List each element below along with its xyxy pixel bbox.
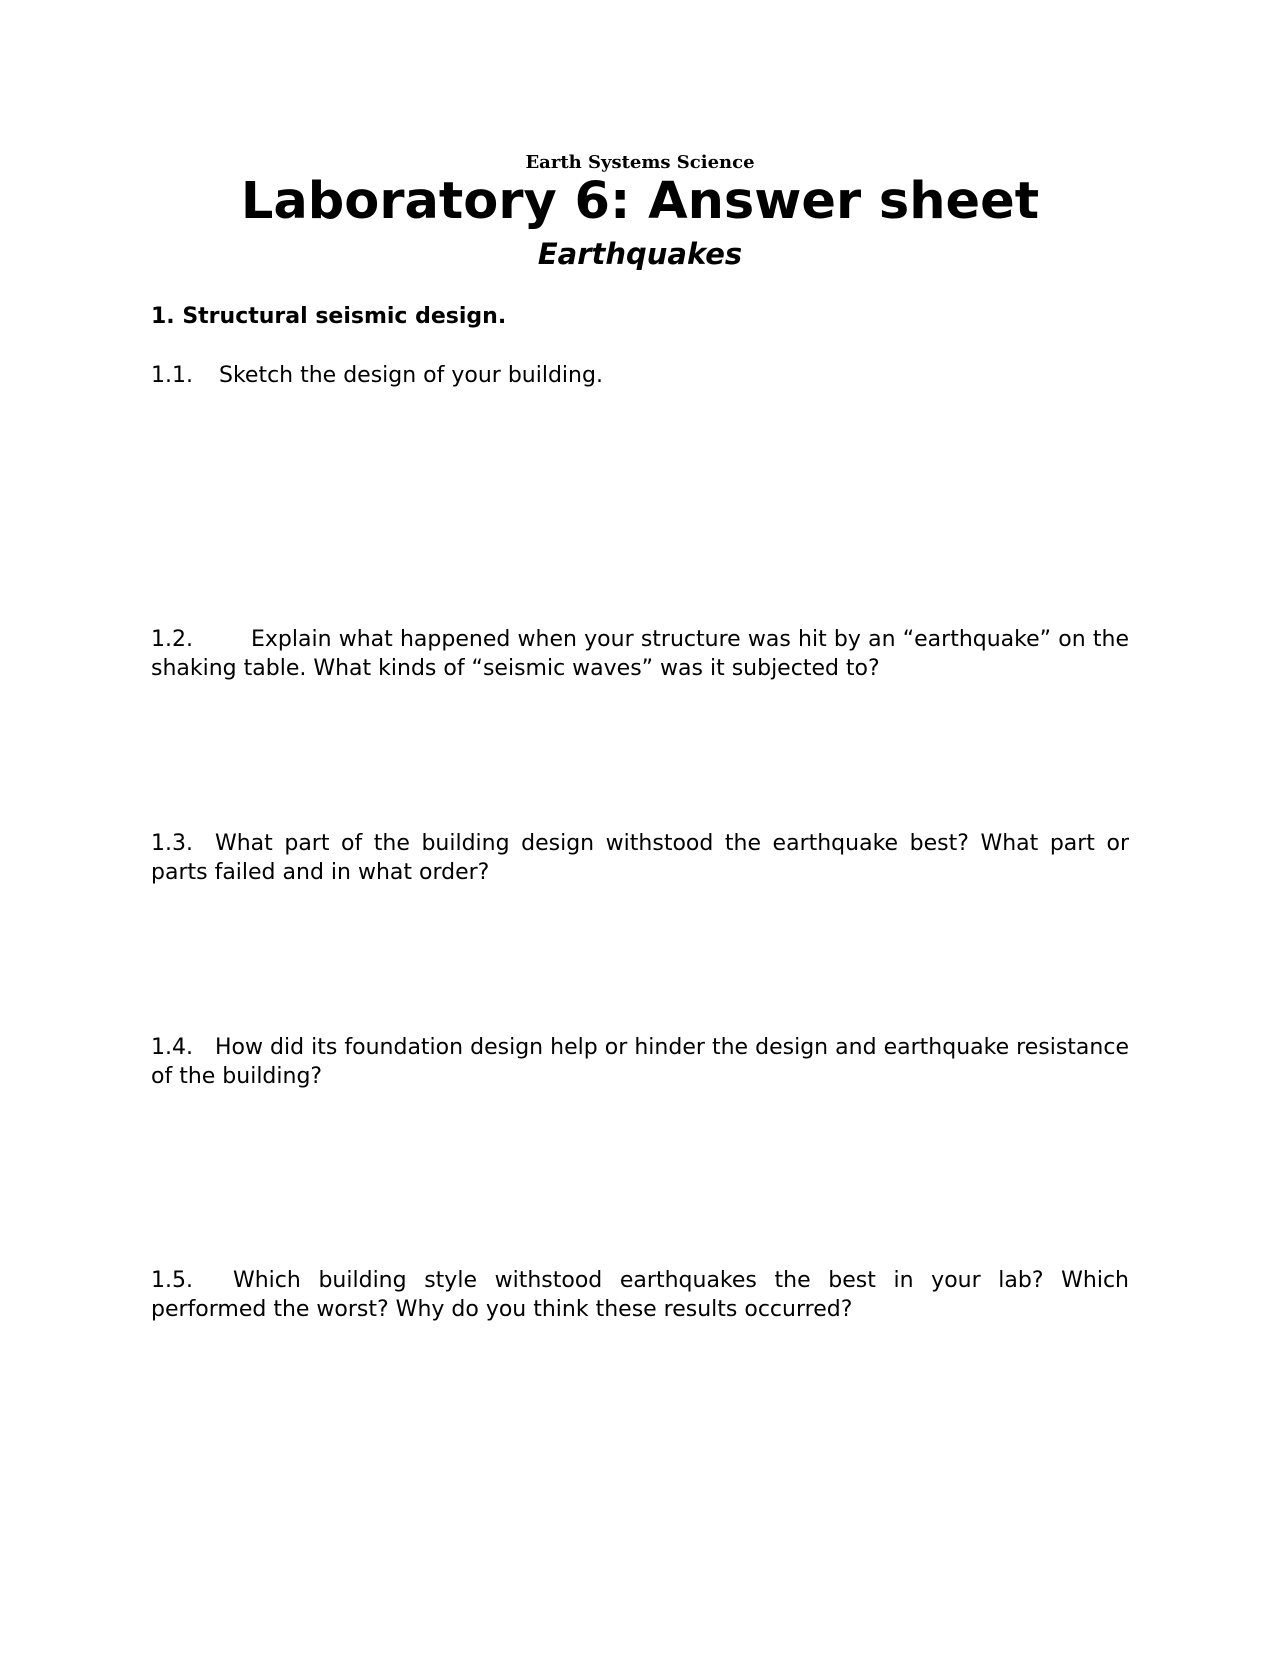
question-1-3 xyxy=(151,829,1129,887)
course-name: Earth Systems Science xyxy=(525,152,755,173)
question-text: Which building style withstood earthquakes the best in your lab? Which performed the worst? Why do you think these results occurred? xyxy=(151,1268,1129,1322)
question-text: What part of the building design withstood the earthquake best? What part or parts failed and in what order? xyxy=(151,831,1129,885)
question-number: 1.2. xyxy=(151,627,193,652)
page-title: Laboratory 6: Answer sheet xyxy=(240,172,1040,231)
question-text: Explain what happened when your structure was hit by an “earthquake” on the shaking table. What kinds of “seismic waves” was it subjected to? xyxy=(151,627,1129,681)
answer-space-1-5[interactable] xyxy=(151,1330,1129,1590)
question-1-5 xyxy=(151,1266,1129,1324)
answer-space-1-1[interactable] xyxy=(151,395,1129,620)
answer-space-1-3[interactable] xyxy=(151,892,1129,1032)
question-1-2 xyxy=(151,625,1129,683)
answer-space-1-2[interactable] xyxy=(151,718,1129,828)
question-1-1 xyxy=(151,361,1129,390)
question-1-4 xyxy=(151,1033,1129,1091)
page-subtitle: Earthquakes xyxy=(537,237,743,271)
question-number: 1.4. xyxy=(151,1035,193,1060)
question-number: 1.1. xyxy=(151,363,193,388)
question-number: 1.3. xyxy=(151,831,193,856)
question-text: How did its foundation design help or hinder the design and earthquake resistance of the building? xyxy=(151,1035,1129,1089)
answer-space-1-4[interactable] xyxy=(151,1096,1129,1261)
section-heading: 1. Structural seismic design. xyxy=(151,304,507,329)
question-text: Sketch the design of your building. xyxy=(218,363,603,388)
question-number: 1.5. xyxy=(151,1268,193,1293)
